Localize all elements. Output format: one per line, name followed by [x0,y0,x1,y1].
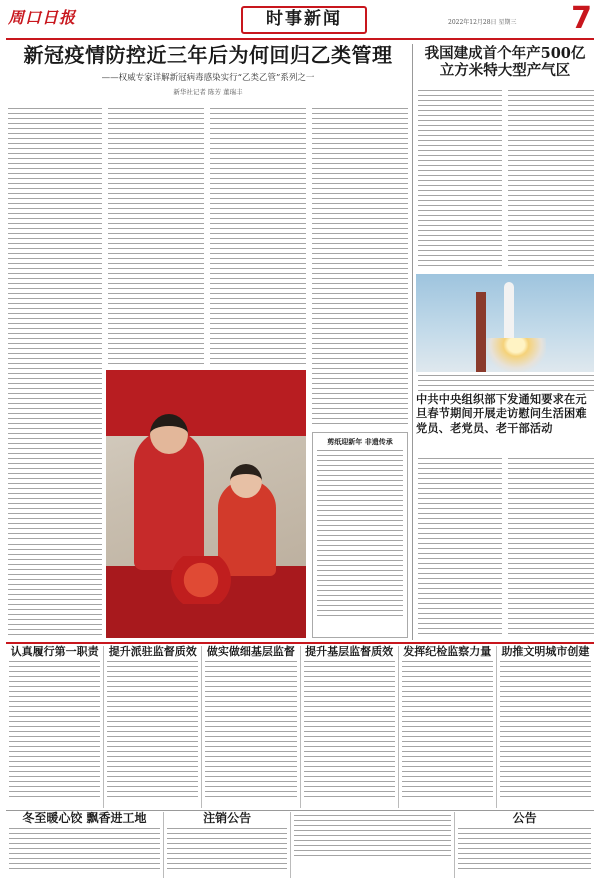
commentary-title: 认真履行第一职责 [10,645,99,658]
commentary-body-lines [304,661,395,801]
commentary-column [301,646,399,808]
rocket-caption-lines [418,375,594,391]
column-divider [412,44,413,640]
party-body-col-2 [508,458,594,638]
notice-title: 冬至暖心饺 飘香进工地 [22,811,147,825]
notice-column [6,812,164,878]
notice-body-lines [9,828,160,872]
photo-caption-box [312,432,408,638]
commentary-title: 做实做细基层监督 [206,645,295,658]
party-headline: 中共中央组织部下发通知要求在元旦春节期间开展走访慰问生活困难党员、老党员、老干部活动 [416,392,587,435]
commentary-body-lines [205,661,296,801]
lead-body-col-4 [312,108,408,428]
woman-head [150,414,188,454]
rocket-headline-box [416,46,594,79]
section-title: 时事新闻 [266,9,342,30]
rocket-body-col-2 [508,90,594,270]
commentary-title: 提升基层监督质效 [305,645,394,658]
rocket-headline-line-2: 立方米特大型产气区 [439,62,571,80]
child-head [230,464,262,498]
paper-cut-artwork [166,556,236,604]
commentary-body-lines [402,661,493,801]
lead-body-col-2 [108,108,204,366]
commentary-column [497,646,594,808]
paper-name: 周口日报 [8,8,77,27]
commentary-column [399,646,497,808]
commentary-body-lines [107,661,198,801]
commentary-title: 助推文明城市创建 [501,645,590,658]
rocket-headline-line-1: 我国建成首个年产500亿 [424,45,586,62]
notice-column [455,812,594,878]
party-headline-box [416,392,594,454]
notice-body-lines [294,815,451,859]
notice-column [291,812,455,878]
commentary-title: 提升派驻监督质效 [108,645,197,658]
commentary-column [104,646,202,808]
rocket-body-col-1 [418,90,502,270]
notice-body-lines [458,828,591,872]
masthead [6,1,594,36]
notice-column [164,812,292,878]
red-wall-hanging [106,370,306,436]
paper-cutting-photo [106,370,306,638]
commentary-body-lines [9,661,100,801]
masthead-rule [6,38,594,40]
lead-byline: 新华社记者 陈芳 董瑞丰 [173,88,243,97]
lead-body-col-3 [210,108,306,366]
commentary-column [6,646,104,808]
notice-body-lines [167,828,288,872]
commentary-band [6,646,594,808]
commentary-body-lines [500,661,591,801]
exhaust-plume [486,338,546,372]
lead-body-col-1-lower [8,544,102,638]
lead-body-col-1 [8,108,102,540]
bottom-band [6,812,594,878]
party-body-col-1 [418,458,502,638]
notice-title: 注销公告 [203,811,252,825]
photo-caption-title: 剪纸迎新年 非遗传承 [327,437,393,446]
launch-tower [476,292,486,372]
lead-subhead: ——权威专家详解新冠病毒感染实行“乙类乙管”系列之一 [101,73,315,84]
lead-headline-box [6,44,410,106]
notice-title: 公告 [512,811,537,825]
commentary-column [202,646,300,808]
photo-caption-lines [317,450,403,620]
section-title-box [241,6,367,34]
page-number: 7 [571,1,592,36]
lead-headline: 新冠疫情防控近三年后为何回归乙类管理 [23,43,393,67]
rocket-launch-photo [416,274,594,372]
commentary-top-rule [6,642,594,644]
date-info: 2022年12月28日 星期三 [448,19,517,26]
commentary-title: 发挥纪检监察力量 [403,645,492,658]
rocket-body [504,282,514,344]
